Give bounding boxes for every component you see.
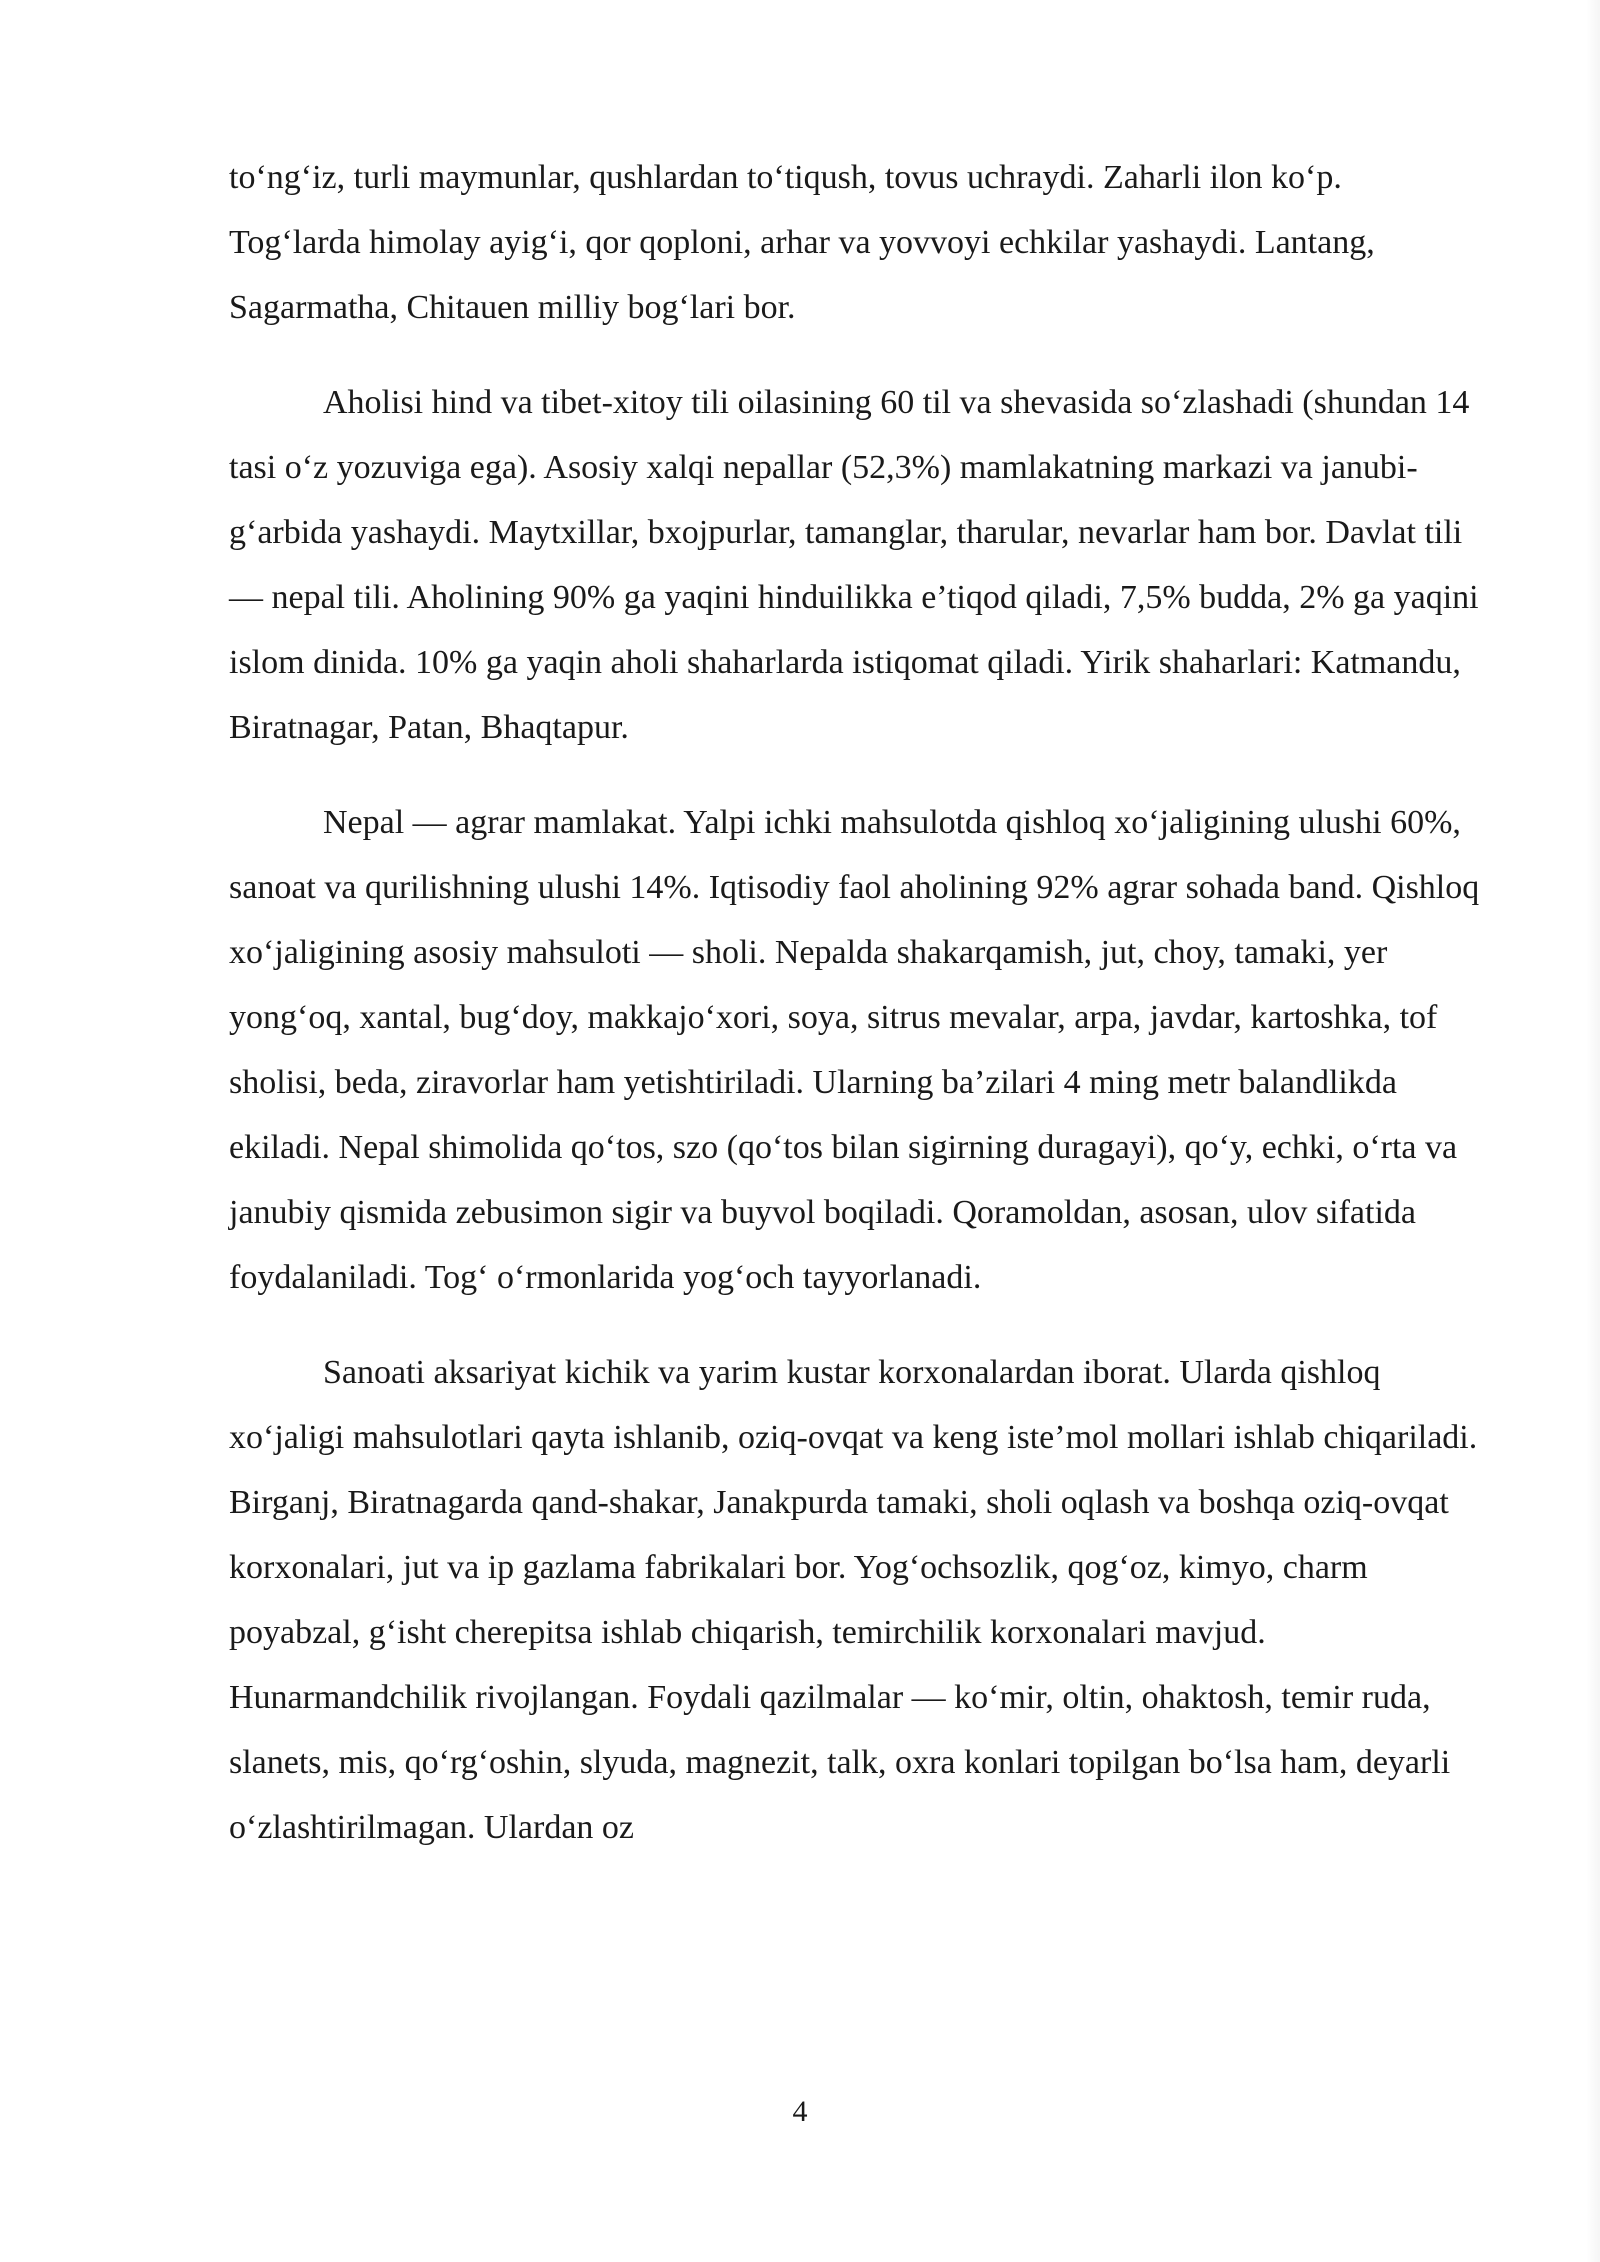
body-text — [229, 145, 1481, 1890]
page-edge-shadow — [1586, 0, 1600, 2262]
paragraph-2: Aholisi hind va tibet-xitoy tili oilasining 60 til va shevasida so‘zlashadi (shundan 14 tasi o‘z yozuviga ega). Asosiy xalqi nepallar (52,3%) mamlakatning markazi va janubi-g‘arbida yashaydi. Maytxillar, bxojpurlar, tamanglar, tharular, nevarlar ham bor. Davlat tili — nepal tili. Aholining 90% ga yaqini hinduilikka e’tiqod qiladi, 7,5% budda, 2% ga yaqini islom dinida. 10% ga yaqin aholi shaharlarda istiqomat qiladi. Yirik shaharlari: Katmandu, Biratnagar, Patan, Bhaqtapur. — [229, 384, 1479, 746]
paragraph-4: Sanoati aksariyat kichik va yarim kustar korxonalardan iborat. Ularda qishloq xo‘jaligi mahsulotlari qayta ishlanib, oziq-ovqat va keng iste’mol mollari ishlab chiqariladi. Birganj, Biratnagarda qand-shakar, Janakpurda tamaki, sholi oqlash va boshqa oziq-ovqat korxonalari, jut va ip gazlama fabrikalari bor. Yog‘ochsozlik, qog‘oz, kimyo, charm poyabzal, g‘isht cherepitsa ishlab chiqarish, temirchilik korxonalari mavjud. Hunarmandchilik rivojlangan. Foydali qazilmalar — ko‘mir, oltin, ohaktosh, temir ruda, slanets, mis, qo‘rg‘oshin, slyuda, magnezit, talk, oxra konlari topilgan bo‘lsa ham, deyarli o‘zlashtirilmagan. Ulardan oz — [229, 1354, 1478, 1846]
paragraph-1: to‘ng‘iz, turli maymunlar, qushlardan to‘tiqush, tovus uchraydi. Zaharli ilon ko‘p. Tog‘larda himolay ayig‘i, qor qoploni, arhar va yovvoyi echkilar yashaydi. Lantang, Sagarmatha, Chitauen milliy bog‘lari bor. — [229, 159, 1375, 326]
paragraph-3: Nepal — agrar mamlakat. Yalpi ichki mahsulotda qishloq xo‘jaligining ulushi 60%, sanoat va qurilishning ulushi 14%. Iqtisodiy faol aholining 92% agrar sohada band. Qishloq xo‘jaligining asosiy mahsuloti — sholi. Nepalda shakarqamish, jut, choy, tamaki, yer yong‘oq, xantal, bug‘doy, makkajo‘xori, soya, sitrus mevalar, arpa, javdar, kartoshka, tof sholisi, beda, ziravorlar ham yetishtiriladi. Ularning ba’zilari 4 ming metr balandlikda ekiladi. Nepal shimolida qo‘tos, szo (qo‘tos bilan sigirning duragayi), qo‘y, echki, o‘rta va janubiy qismida zebusimon sigir va buyvol boqiladi. Qoramoldan, asosan, ulov sifatida foydalaniladi. Tog‘ o‘rmonlarida yog‘och tayyorlanadi. — [229, 804, 1480, 1296]
page-number: 4 — [792, 2095, 808, 2128]
